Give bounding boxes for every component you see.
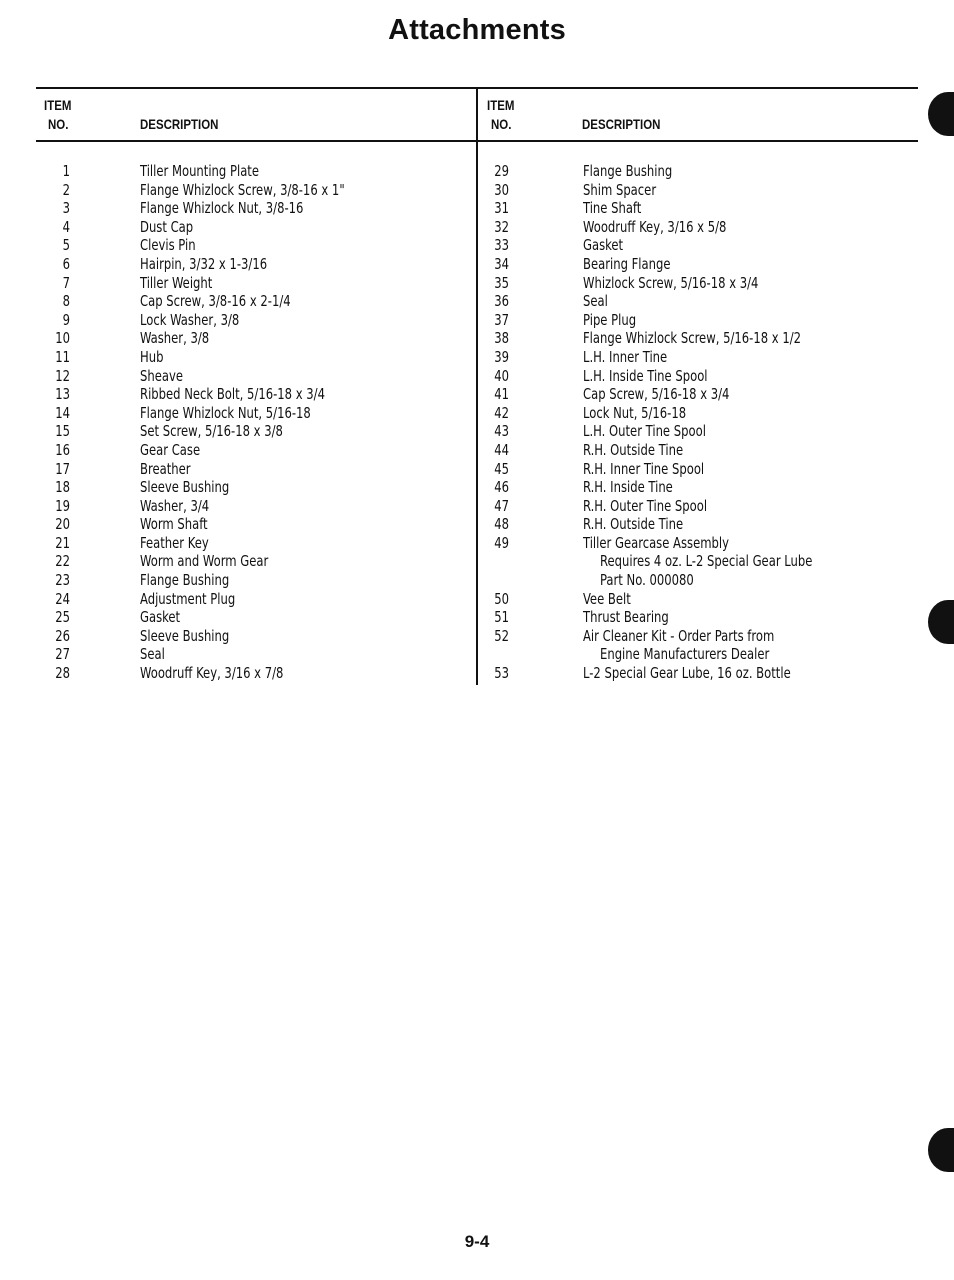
parts-row	[483, 236, 913, 255]
item-description: Flange Whizlock Nut, 5/16-18	[140, 403, 311, 422]
item-description: R.H. Inside Tine	[583, 478, 673, 497]
parts-row	[483, 534, 913, 553]
item-description: L-2 Special Gear Lube, 16 oz. Bottle	[583, 664, 791, 683]
parts-row	[40, 460, 470, 479]
parts-row	[40, 236, 470, 255]
item-description: Sleeve Bushing	[140, 626, 230, 645]
item-number: 2	[62, 180, 70, 199]
parts-row	[40, 311, 470, 330]
item-number: 27	[55, 645, 70, 664]
parts-row	[40, 348, 470, 367]
item-description: Washer, 3/4	[140, 496, 210, 515]
parts-row	[483, 497, 913, 516]
parts-row	[40, 441, 470, 460]
parts-row	[483, 627, 913, 646]
item-description: Feather Key	[140, 533, 209, 552]
parts-row	[40, 664, 470, 683]
item-number: 26	[55, 626, 70, 645]
item-number: 8	[62, 292, 70, 311]
item-number: 28	[55, 664, 70, 683]
parts-row	[483, 404, 913, 423]
item-description: Tiller Mounting Plate	[140, 162, 260, 180]
section-tab-marker	[928, 92, 954, 136]
page-number: 9-4	[464, 1232, 490, 1251]
item-number: 18	[55, 478, 70, 497]
left-parts-list	[40, 162, 470, 683]
item-number: 10	[55, 329, 70, 348]
item-description: Woodruff Key, 3/16 x 5/8	[583, 217, 727, 236]
item-description: L.H. Inside Tine Spool	[583, 366, 708, 385]
item-description: Ribbed Neck Bolt, 5/16-18 x 3/4	[140, 385, 325, 404]
item-number: 38	[494, 329, 509, 348]
item-number: 44	[494, 440, 509, 459]
item-number: 35	[494, 273, 509, 292]
parts-row	[40, 404, 470, 423]
parts-row	[40, 199, 470, 218]
item-description: Flange Whizlock Nut, 3/8-16	[140, 199, 304, 218]
left-item-header-line1: ITEM	[44, 97, 72, 113]
parts-row	[483, 162, 913, 181]
item-number: 16	[55, 440, 70, 459]
item-description: Gasket	[583, 236, 624, 255]
item-number: 3	[62, 199, 70, 218]
item-number: 15	[55, 422, 70, 441]
item-note: Engine Manufacturers Dealer	[600, 645, 770, 664]
parts-row	[483, 441, 913, 460]
item-number: 34	[494, 254, 509, 273]
item-description: Sleeve Bushing	[140, 478, 230, 497]
item-note: Requires 4 oz. L-2 Special Gear Lube	[600, 552, 813, 571]
parts-row	[40, 422, 470, 441]
parts-row	[483, 181, 913, 200]
item-number: 48	[494, 515, 509, 534]
right-item-header-line1: ITEM	[487, 97, 515, 113]
parts-row	[40, 497, 470, 516]
item-number: 7	[62, 273, 70, 292]
parts-row	[483, 367, 913, 386]
parts-row-note	[483, 571, 913, 590]
parts-row	[40, 571, 470, 590]
item-number: 29	[494, 162, 509, 180]
item-description: R.H. Inner Tine Spool	[583, 459, 705, 478]
parts-row	[40, 552, 470, 571]
parts-row	[40, 515, 470, 534]
parts-row-note	[483, 645, 913, 664]
item-description: R.H. Outer Tine Spool	[583, 496, 708, 515]
item-number: 49	[494, 533, 509, 552]
section-tab-marker	[928, 1128, 954, 1172]
section-tab-marker	[928, 600, 954, 644]
parts-row	[483, 515, 913, 534]
item-number: 14	[55, 403, 70, 422]
page-title: Attachments	[388, 14, 566, 46]
parts-row-note	[483, 552, 913, 571]
item-number: 36	[494, 292, 509, 311]
column-divider	[476, 87, 478, 685]
item-description: Tiller Weight	[140, 273, 213, 292]
parts-row	[40, 255, 470, 274]
item-number: 19	[55, 496, 70, 515]
item-description: Worm and Worm Gear	[140, 552, 269, 571]
item-description: Hub	[140, 347, 164, 366]
parts-row	[483, 329, 913, 348]
item-number: 13	[55, 385, 70, 404]
parts-row	[40, 181, 470, 200]
item-description: Vee Belt	[583, 589, 631, 608]
item-number: 22	[55, 552, 70, 571]
parts-row	[40, 274, 470, 293]
left-item-header-line2: NO.	[48, 116, 69, 132]
item-number: 6	[62, 254, 70, 273]
item-number: 11	[55, 347, 70, 366]
item-number: 40	[494, 366, 509, 385]
item-number: 24	[55, 589, 70, 608]
item-number: 37	[494, 310, 509, 329]
parts-row	[483, 255, 913, 274]
parts-row	[483, 664, 913, 683]
item-number: 50	[494, 589, 509, 608]
parts-row	[40, 385, 470, 404]
parts-row	[483, 385, 913, 404]
item-description: Set Screw, 5/16-18 x 3/8	[140, 422, 283, 441]
item-number: 20	[55, 515, 70, 534]
item-description: Flange Bushing	[140, 571, 230, 590]
left-description-header: DESCRIPTION	[140, 116, 219, 132]
parts-row	[40, 534, 470, 553]
item-description: Cap Screw, 5/16-18 x 3/4	[583, 385, 730, 404]
item-number: 1	[62, 162, 70, 180]
item-description: Woodruff Key, 3/16 x 7/8	[140, 664, 284, 683]
item-number: 9	[62, 310, 70, 329]
item-description: Gasket	[140, 608, 181, 627]
item-number: 47	[494, 496, 509, 515]
item-description: Flange Bushing	[583, 162, 673, 180]
item-description: Tiller Gearcase Assembly	[583, 533, 730, 552]
item-number: 52	[494, 626, 509, 645]
item-number: 53	[494, 664, 509, 683]
right-parts-list	[483, 162, 913, 683]
item-description: Whizlock Screw, 5/16-18 x 3/4	[583, 273, 759, 292]
parts-row	[483, 292, 913, 311]
item-number: 42	[494, 403, 509, 422]
item-description: Air Cleaner Kit - Order Parts from	[583, 626, 775, 645]
item-description: Cap Screw, 3/8-16 x 2-1/4	[140, 292, 291, 311]
item-description: Bearing Flange	[583, 254, 671, 273]
item-number: 12	[55, 366, 70, 385]
parts-row	[40, 478, 470, 497]
parts-row	[40, 645, 470, 664]
parts-row	[40, 627, 470, 646]
item-description: Breather	[140, 459, 191, 478]
parts-row	[483, 422, 913, 441]
parts-row	[483, 199, 913, 218]
item-description: Thrust Bearing	[583, 608, 669, 627]
parts-row	[40, 367, 470, 386]
item-description: R.H. Outside Tine	[583, 440, 684, 459]
item-note: Part No. 000080	[600, 571, 694, 590]
parts-row	[483, 478, 913, 497]
item-number: 45	[494, 459, 509, 478]
parts-row	[483, 311, 913, 330]
item-description: L.H. Inner Tine	[583, 347, 668, 366]
item-number: 31	[494, 199, 509, 218]
item-description: Seal	[583, 292, 608, 311]
parts-row	[483, 274, 913, 293]
item-number: 51	[494, 608, 509, 627]
item-number: 25	[55, 608, 70, 627]
item-number: 32	[494, 217, 509, 236]
item-description: L.H. Outer Tine Spool	[583, 422, 706, 441]
item-description: R.H. Outside Tine	[583, 515, 684, 534]
parts-row	[483, 608, 913, 627]
parts-row	[483, 590, 913, 609]
item-description: Flange Whizlock Screw, 3/8-16 x 1"	[140, 180, 345, 199]
item-description: Gear Case	[140, 440, 201, 459]
item-number: 30	[494, 180, 509, 199]
parts-row	[40, 292, 470, 311]
parts-row	[40, 608, 470, 627]
parts-row	[40, 590, 470, 609]
parts-row	[483, 348, 913, 367]
item-number: 17	[55, 459, 70, 478]
item-number: 46	[494, 478, 509, 497]
item-number: 5	[62, 236, 70, 255]
item-description: Tine Shaft	[583, 199, 642, 218]
item-number: 43	[494, 422, 509, 441]
item-number: 23	[55, 571, 70, 590]
parts-row	[483, 460, 913, 479]
item-description: Worm Shaft	[140, 515, 208, 534]
item-description: Lock Washer, 3/8	[140, 310, 240, 329]
parts-row	[40, 162, 470, 181]
item-description: Lock Nut, 5/16-18	[583, 403, 687, 422]
parts-row	[40, 218, 470, 237]
item-number: 4	[62, 217, 70, 236]
item-description: Pipe Plug	[583, 310, 637, 329]
parts-row	[483, 218, 913, 237]
parts-row	[40, 329, 470, 348]
right-item-header-line2: NO.	[491, 116, 512, 132]
item-number: 41	[494, 385, 509, 404]
item-description: Adjustment Plug	[140, 589, 236, 608]
item-number: 39	[494, 347, 509, 366]
item-description: Dust Cap	[140, 217, 194, 236]
item-description: Hairpin, 3/32 x 1-3/16	[140, 254, 268, 273]
item-number: 33	[494, 236, 509, 255]
item-description: Sheave	[140, 366, 183, 385]
item-description: Clevis Pin	[140, 236, 196, 255]
right-description-header: DESCRIPTION	[582, 116, 661, 132]
item-description: Washer, 3/8	[140, 329, 210, 348]
item-description: Flange Whizlock Screw, 5/16-18 x 1/2	[583, 329, 801, 348]
item-description: Seal	[140, 645, 165, 664]
item-description: Shim Spacer	[583, 180, 657, 199]
item-number: 21	[55, 533, 70, 552]
